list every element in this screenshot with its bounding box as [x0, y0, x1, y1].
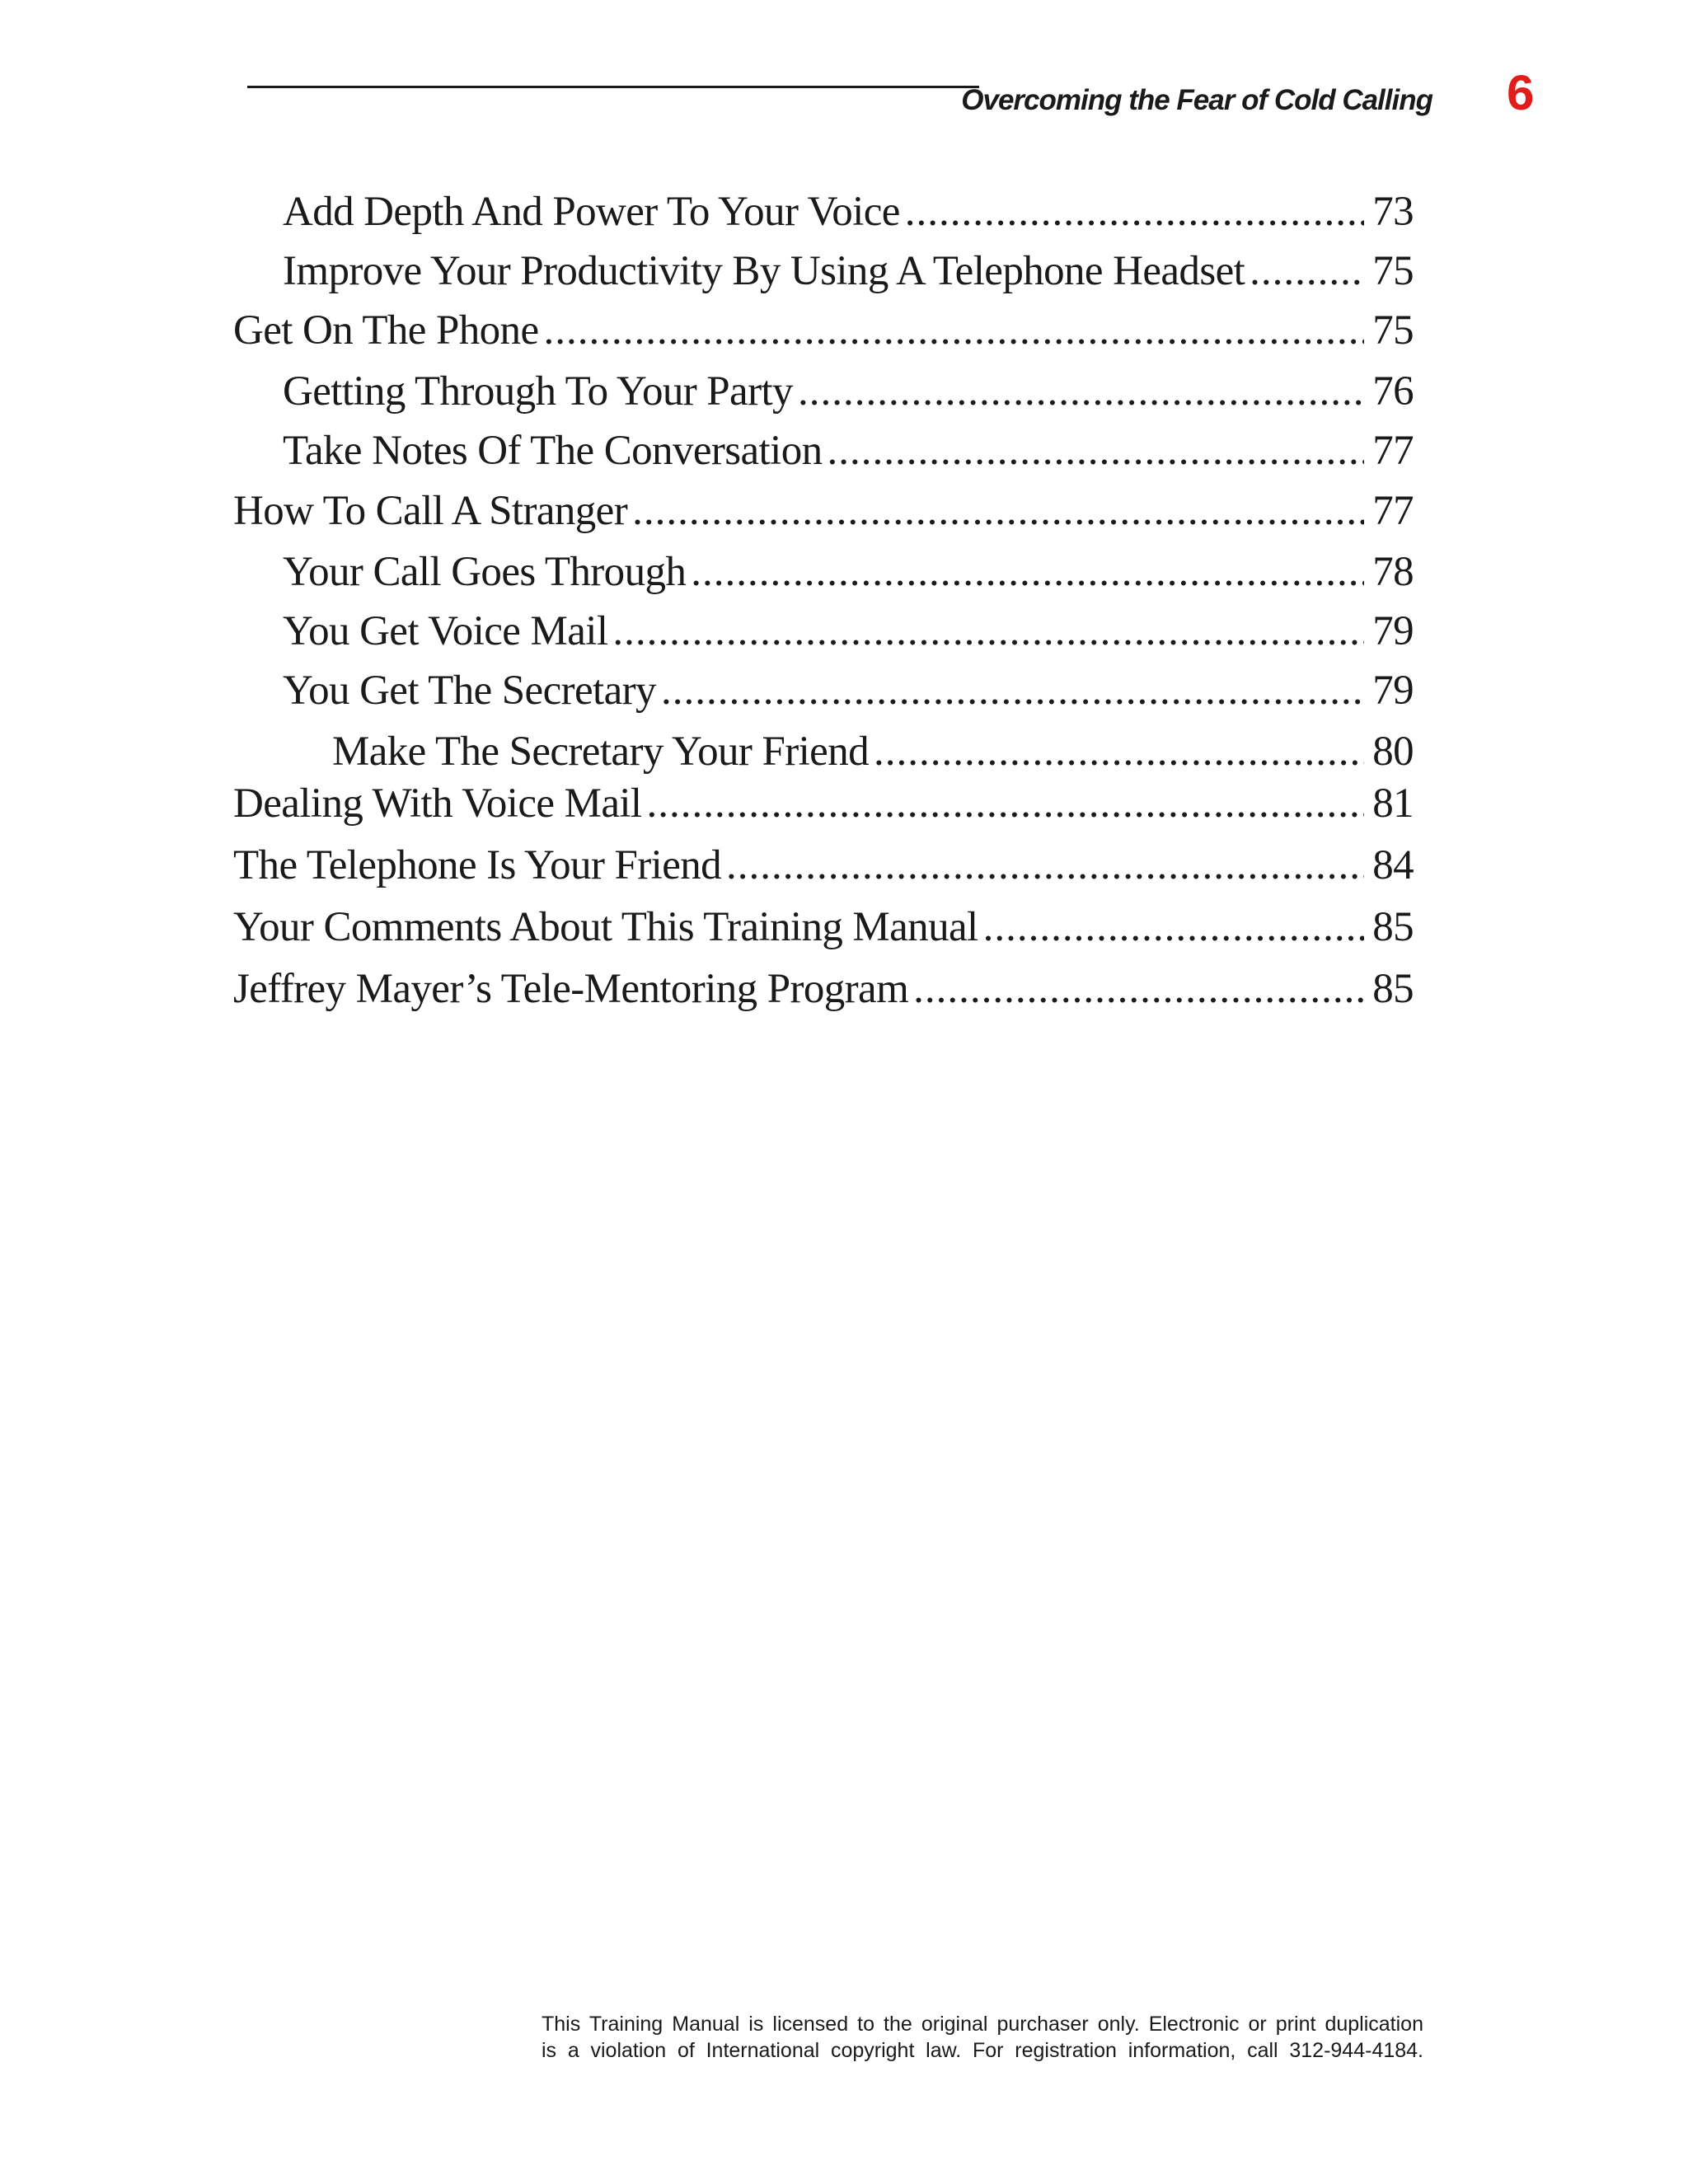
toc-entry: [233, 548, 1414, 596]
toc-entry-page: 77: [1372, 428, 1414, 474]
toc-entry-page: 75: [1372, 307, 1414, 354]
toc-dot-leader: [647, 780, 1365, 827]
toc-entry-page: 81: [1372, 780, 1414, 827]
copyright-line-2: is a violation of International copyright law. For registration information, call 312-944-4184.: [542, 2039, 1423, 2062]
toc-dot-leader: [874, 728, 1364, 776]
toc-entry: [233, 780, 1414, 827]
header-rule: [247, 86, 979, 88]
toc-entry-page: 73: [1372, 189, 1414, 235]
toc-dot-leader: [828, 427, 1365, 475]
toc-entry: [233, 965, 1414, 1013]
toc-entry-page: 85: [1372, 966, 1414, 1012]
toc-entry: [233, 607, 1414, 655]
toc-entry-page: 76: [1372, 368, 1414, 415]
toc-entry-title: You Get Voice Mail: [283, 608, 608, 654]
toc-entry: [233, 247, 1414, 295]
toc-entry: [233, 368, 1414, 415]
toc-entry-page: 75: [1372, 248, 1414, 294]
toc-entry-title: Dealing With Voice Mail: [233, 780, 642, 827]
toc-entry-title: Improve Your Productivity By Using A Telephone Headset: [283, 248, 1245, 294]
toc-entry-page: 84: [1372, 842, 1414, 888]
toc-entry: [233, 841, 1414, 889]
toc-dot-leader: [913, 965, 1364, 1013]
toc-entry-title: Your Comments About This Training Manual: [233, 904, 978, 950]
toc-dot-leader: [544, 307, 1365, 354]
toc-entry-title: Getting Through To Your Party: [283, 368, 793, 415]
toc-entry-title: Jeffrey Mayer’s Tele-Mentoring Program: [233, 966, 909, 1012]
toc-entry-title: Make The Secretary Your Friend: [332, 729, 870, 775]
toc-entry-title: You Get The Secretary: [283, 668, 656, 714]
toc-entry-page: 79: [1372, 668, 1414, 714]
toc-entry: [233, 728, 1414, 776]
toc-dot-leader: [661, 667, 1364, 715]
copyright-line-1: This Training Manual is licensed to the original purchaser only. Electronic or print duplication: [542, 2013, 1423, 2036]
toc-entry-title: Add Depth And Power To Your Voice: [283, 189, 900, 235]
toc-entry-title: Get On The Phone: [233, 307, 539, 354]
toc-entry-title: Take Notes Of The Conversation: [283, 428, 823, 474]
toc-dot-leader: [691, 548, 1364, 596]
toc-dot-leader: [632, 487, 1364, 535]
toc-dot-leader: [612, 607, 1364, 655]
toc-dot-leader: [905, 188, 1364, 236]
toc-dot-leader: [1250, 247, 1364, 295]
toc-entry-page: 79: [1372, 608, 1414, 654]
toc-entry-page: 80: [1372, 729, 1414, 775]
toc-dot-leader: [983, 903, 1365, 951]
toc-dot-leader: [726, 841, 1364, 889]
running-header-title: Overcoming the Fear of Cold Calling: [961, 84, 1432, 116]
toc-entry: [233, 903, 1414, 951]
toc-entry: [233, 487, 1414, 535]
toc-entry: [233, 307, 1414, 354]
toc-entry: [233, 667, 1414, 715]
toc-entry-page: 78: [1372, 549, 1414, 595]
toc-entry-page: 77: [1372, 488, 1414, 534]
toc-entry-title: Your Call Goes Through: [283, 549, 687, 595]
toc-dot-leader: [798, 368, 1364, 415]
page-number: 6: [1507, 65, 1535, 120]
toc-entry-title: The Telephone Is Your Friend: [233, 842, 722, 888]
copyright-notice: [542, 2011, 1423, 2064]
toc-entry: [233, 427, 1414, 475]
toc-entry: [233, 188, 1414, 236]
toc-entry-page: 85: [1372, 904, 1414, 950]
toc-entry-title: How To Call A Stranger: [233, 488, 628, 534]
